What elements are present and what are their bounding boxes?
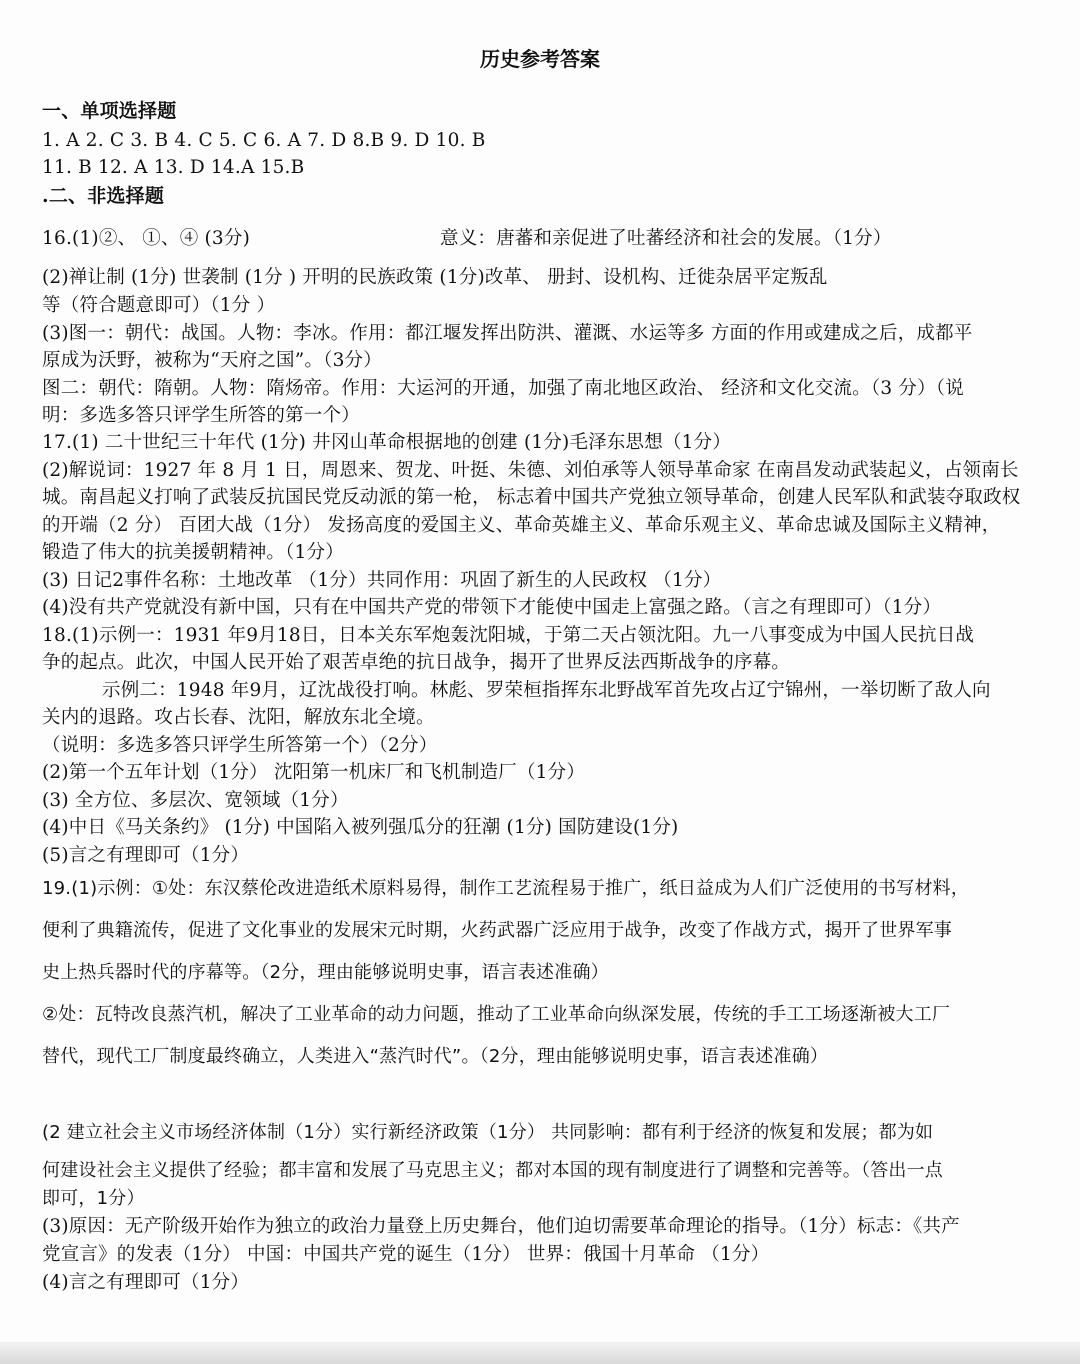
q16-part1-answer: 16.(1)②、 ①、④ (3分) — [42, 228, 250, 249]
q16-part3-line2: 原成为沃野，被称为“天府之国”。（3分） — [42, 350, 382, 371]
q18-line3: 示例二：1948 年9月，辽沈战役打响。林彪、罗荣桓指挥东北野战军首先攻占辽宁锦州，一举切断了敌人向 — [102, 680, 991, 701]
q19-line2: 便利了典籍流传，促进了文化事业的发展宋元时期，火药武器广泛应用于战争，改变了作战方式，揭开了世界军事 — [42, 920, 952, 941]
q18-line6: (2)第一个五年计划（1分） 沈阳第一机床厂和飞机制造厂（1分） — [42, 762, 586, 783]
q16-part3-line1: (3)图一：朝代：战国。人物：李冰。作用：都江堰发挥出防洪、灌溉、水运等多 方面的作用或建成之后，成都平 — [42, 323, 973, 344]
section-heading-non-choice: .二、非选择题 — [42, 185, 165, 207]
q19-line1: 19.(1)示例：①处：东汉蔡伦改进造纸术原料易得，制作工艺流程易于推广，纸日益成为人们广泛使用的书写材料， — [42, 878, 970, 899]
q17-line3: 城。南昌起义打响了武装反抗国民党反动派的第一枪， 标志着中国共产党独立领导革命，创建人民军队和武装夺取政权 — [42, 487, 1021, 508]
q18-line5: （说明：多选多答只评学生所答第一个）（2分） — [42, 735, 438, 756]
q19-line8: 即可，1分） — [42, 1188, 145, 1209]
q18-line7: (3) 全方位、多层次、宽领域（1分） — [42, 790, 349, 811]
q17-line2: (2)解说词：1927 年 8 月 1 日，周恩来、贺龙、叶挺、朱德、刘伯承等人领导革命家 在南昌发动武装起义，占领南长 — [42, 460, 1019, 481]
q17-line4: 的开端（2 分） 百团大战（1分） 发扬高度的爱国主义、革命英雄主义、革命乐观主义、革命忠诚及国际主义精神， — [42, 515, 1001, 536]
q18-line9: (5)言之有理即可（1分） — [42, 845, 250, 866]
q19-line4: ②处：瓦特改良蒸汽机，解决了工业革命的动力问题，推动了工业革命向纵深发展，传统的手工工场逐渐被大工厂 — [42, 1004, 951, 1025]
q17-line7: (4)没有共产党就没有新中国，只有在中国共产党的带领下才能使中国走上富强之路。（言之有理即可）（1分） — [42, 597, 942, 618]
q17-line5: 锻造了伟大的抗美援朝精神。（1分） — [42, 542, 344, 563]
section-heading-multiple-choice: 一、单项选择题 — [42, 100, 177, 122]
mc-answers-row-1: 1. A 2. C 3. B 4. C 5. C 6. A 7. D 8.B 9. D 10. B — [42, 130, 486, 151]
q19-line11: (4)言之有理即可（1分） — [42, 1272, 250, 1293]
scan-bottom-shadow — [0, 1342, 1080, 1364]
mc-answers-row-2: 11. B 12. A 13. D 14.A 15.B — [42, 157, 305, 178]
q17-line6: (3) 日记2事件名称：土地改革 （1分）共同作用：巩固了新生的人民政权 （1分） — [42, 570, 722, 591]
q19-line9: (3)原因：无产阶级开始作为独立的政治力量登上历史舞台，他们迫切需要革命理论的指导。（1分）标志：《共产 — [42, 1216, 960, 1237]
q18-line1: 18.(1)示例一：1931 年9月18日，日本关东军炮轰沈阳城，于第二天占领沈阳。九一八事变成为中国人民抗日战 — [42, 625, 975, 646]
q16-part2-line1: (2)禅让制 (1分) 世袭制 (1分 ) 开明的民族政策 (1分)改革、 册封、设机构、迁徙杂居平定叛乱 — [42, 267, 828, 288]
q16-part1-meaning: 意义：唐蕃和亲促进了吐蕃经济和社会的发展。（1分） — [440, 228, 892, 249]
q16-part2-line2: 等（符合题意即可）（1分 ） — [42, 295, 276, 316]
q19-line6: (2 建立社会主义市场经济体制（1分）实行新经济政策（1分） 共同影响：都有利于经济的恢复和发展；都为如 — [42, 1122, 934, 1143]
q18-line2: 争的起点。此次，中国人民开始了艰苦卓绝的抗日战争，揭开了世界反法西斯战争的序幕。 — [42, 652, 791, 673]
q16-part3-line4: 明：多选多答只评学生所答的第一个） — [42, 405, 360, 426]
q18-line4: 关内的退路。攻占长春、沈阳，解放东北全境。 — [42, 707, 435, 728]
q16-part3-line3: 图二：朝代：隋朝。人物：隋炀帝。作用：大运河的开通，加强了南北地区政治、 经济和文化交流。（3 分）（说 — [42, 378, 964, 399]
q19-line3: 史上热兵器时代的序幕等。（2分，理由能够说明史事，语言表述准确） — [42, 962, 609, 983]
q19-line10: 党宣言》的发表（1分） 中国：中国共产党的诞生（1分） 世界：俄国十月革命 （1分） — [42, 1244, 770, 1265]
q17-line1: 17.(1) 二十世纪三十年代 (1分) 井冈山革命根据地的创建 (1分)毛泽东思想（1分） — [42, 432, 732, 453]
page-title: 历史参考答案 — [480, 47, 600, 71]
q19-line7: 何建设社会主义提供了经验；都丰富和发展了马克思主义；都对本国的现有制度进行了调整和完善等。（答出一点 — [42, 1160, 943, 1181]
q19-line5: 替代，现代工厂制度最终确立，人类进入“蒸汽时代”。（2分，理由能够说明史事，语言表述准确） — [42, 1046, 829, 1067]
q18-line8: (4)中日《马关条约》 (1分) 中国陷入被列强瓜分的狂潮 (1分) 国防建设(1分) — [42, 817, 679, 838]
